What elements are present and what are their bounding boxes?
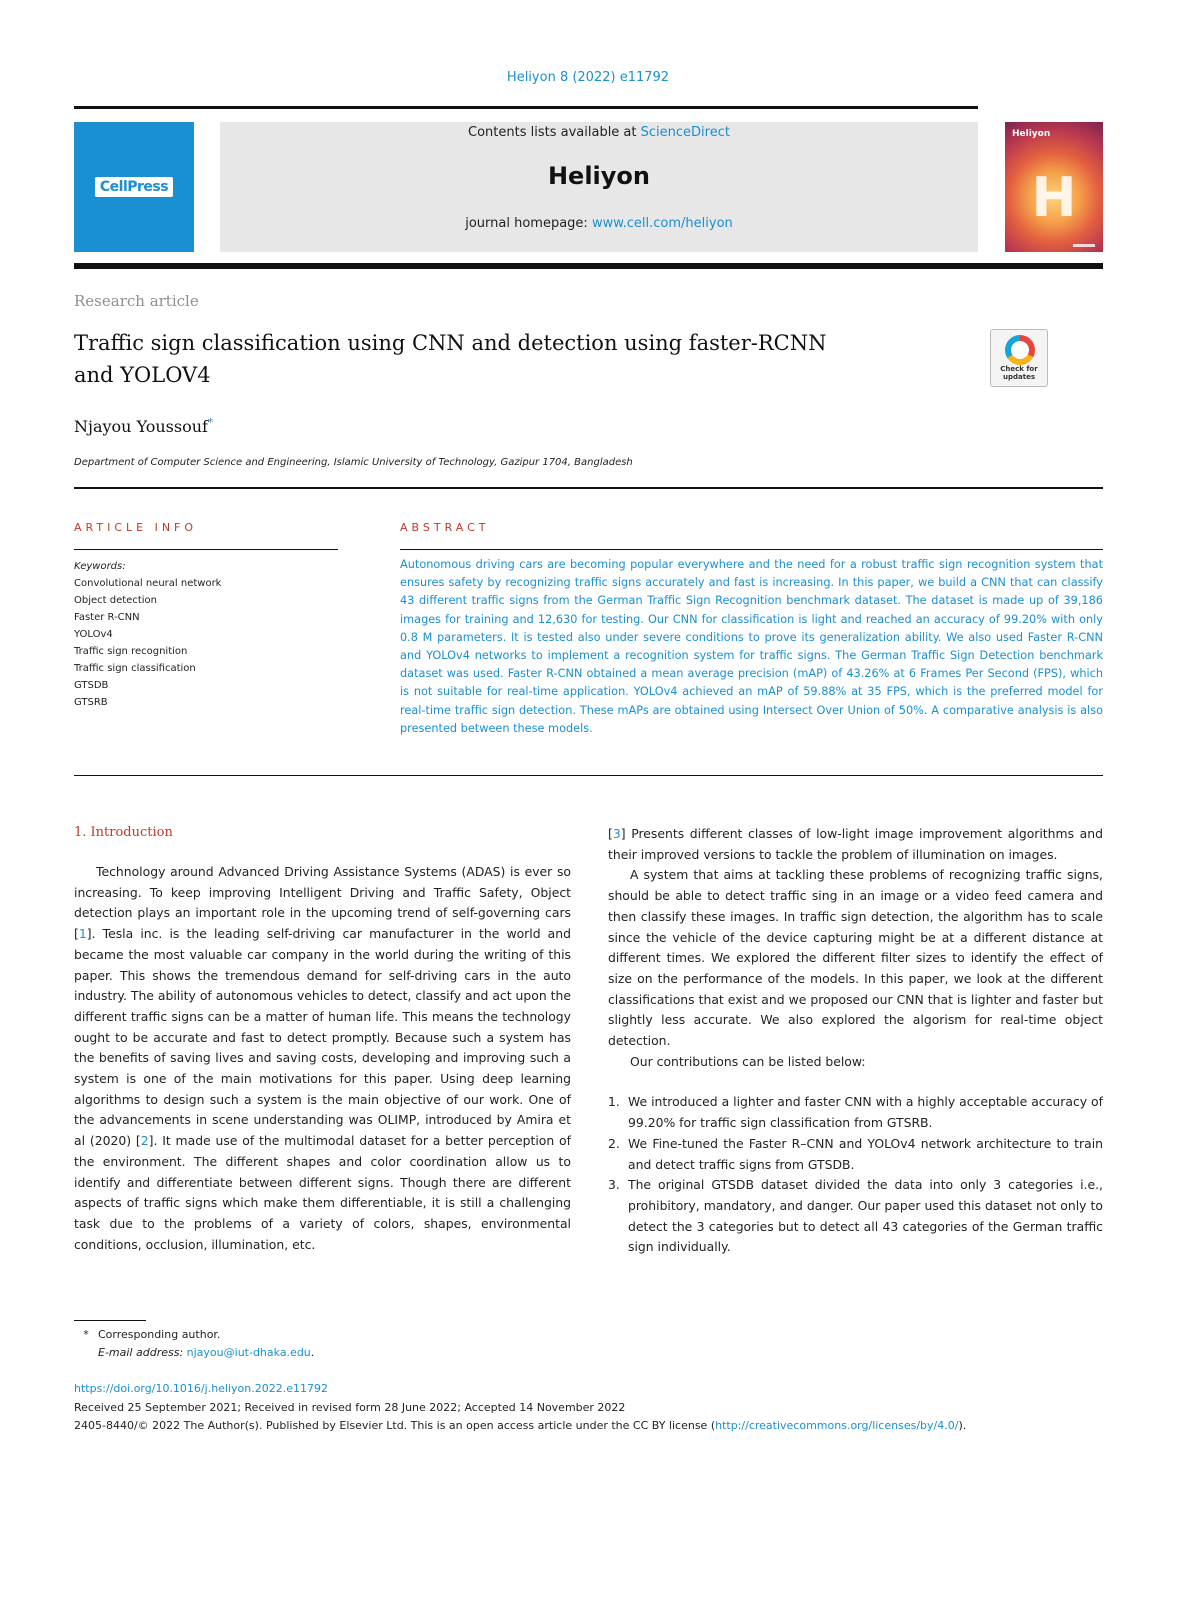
contribution-item	[608, 1134, 1103, 1175]
keyword-item: GTSDB	[74, 680, 109, 691]
keyword-item: Object detection	[74, 595, 157, 606]
author-name	[74, 417, 213, 436]
email-end: .	[310, 1346, 315, 1359]
article-title	[74, 327, 934, 391]
license-line	[74, 1417, 966, 1436]
contents-line	[220, 125, 978, 140]
check-for-updates-badge[interactable]	[990, 329, 1048, 387]
intro-text-3: ]. It made use of the multimodal dataset for a better perception of the environment. The different shapes and color coordination allow us to identify and differentiate between different signs. Though there are different aspects of traffic signs which make them differentiable, it is still a challenging task due to the problems of a variety of colors, shapes, environmental conditions, occlusion, illumination, etc.	[74, 1133, 571, 1252]
running-head[interactable]: Heliyon 8 (2022) e11792	[506, 70, 670, 85]
contribution-number: 3.	[608, 1177, 620, 1193]
title-line-1: Traffic sign classification using CNN and detection using faster-RCNN	[74, 331, 827, 355]
body-column-left	[74, 862, 571, 1255]
top-rule	[74, 106, 978, 109]
contribution-number: 2.	[608, 1135, 620, 1151]
footnote	[74, 1326, 314, 1362]
publication-info	[74, 1380, 966, 1436]
crossmark-icon-center	[1011, 341, 1029, 359]
keyword-item: YOLOv4	[74, 629, 113, 640]
article-info-rule	[74, 549, 338, 550]
corresponding-author-mark[interactable]: *	[207, 417, 213, 429]
contribution-text: We Fine-tuned the Faster R–CNN and YOLOv4 network architecture to train and detect traffic signs from GTSDB.	[628, 1135, 1103, 1172]
email-line	[74, 1344, 314, 1362]
introduction-heading: 1. Introduction	[74, 825, 173, 840]
license-text: 2405-8440/© 2022 The Author(s). Published by Elsevier Ltd. This is an open access article under the CC BY license (	[74, 1419, 716, 1432]
keyword-item: Traffic sign classification	[74, 663, 196, 674]
keyword-item: Traffic sign recognition	[74, 646, 188, 657]
keyword-item: GTSRB	[74, 697, 108, 708]
journal-masthead	[220, 122, 978, 252]
abstract-heading: ABSTRACT	[400, 521, 490, 534]
intro-paragraph	[74, 862, 571, 1255]
received-dates: Received 25 September 2021; Received in revised form 28 June 2022; Accepted 14 November 2022	[74, 1400, 626, 1414]
cellpress-logo: CellPress	[95, 177, 173, 197]
contribution-item	[608, 1092, 1103, 1133]
publisher-logo-box[interactable]	[74, 122, 194, 252]
footnote-rule	[74, 1320, 146, 1321]
cover-letter: H	[1031, 166, 1077, 229]
body-column-right	[608, 824, 1103, 1258]
masthead-rule	[74, 263, 1103, 269]
contribution-number: 1.	[608, 1094, 620, 1110]
footnote-mark: *	[83, 1328, 89, 1341]
footnote-text: Corresponding author.	[98, 1328, 221, 1341]
abstract-text: Autonomous driving cars are becoming popular everywhere and the need for a robust traffic sign recognition system that ensures safety by recognizing traffic signs accurately and fast is increasing. In this paper, we build a CNN that can classify 43 different traffic signs from the German Traffic Sign Recognition benchmark dataset. The dataset is made up of 39,186 images for training and 12,630 for testing. Our CNN for classification is light and reached an accuracy of 99.20% with only 0.8 M parameters. It is tested also under severe conditions to prove its generalization ability. We also used Faster R-CNN and YOLOv4 networks to implement a recognition system for traffic signs. The German Traffic Sign Detection benchmark dataset was used. Faster R-CNN obtained a mean average precision (mAP) of 43.26% at 6 Frames Per Second (FPS), which is not suitable for real-time application. YOLOv4 achieved an mAP of 59.88% at 35 FPS, which is the preferred model for real-time traffic sign detection. These mAPs are obtained using Intersect Over Union of 50%. A comparative analysis is also presented between these models.	[400, 558, 1103, 735]
abstract-rule	[400, 549, 1103, 550]
crossmark-label	[991, 365, 1047, 381]
cover-label: Heliyon	[1012, 129, 1051, 139]
keywords-label: Keywords:	[74, 561, 126, 572]
intro-text-2: ]. Tesla inc. is the leading self-driving car manufacturer in the world and became the most valuable car company in the world during the writing of this paper. This shows the tremendous demand for self-driving cars in the auto industry. The ability of autonomous vehicles to detect, classify and act upon the different traffic signs can be a matter of human life. This means the technology ought to be accurate and fast to detect promptly. Because such a system has the benefits of saving lives and saving costs, developing and improving such a system is one of the main motivations for this paper. Using deep learning algorithms to design such a system is the main objective of our work. One of the advancements in scene understanding was OLIMP, introduced by Amira et al (2020) [	[74, 926, 571, 1149]
journal-homepage-link[interactable]: www.cell.com/heliyon	[591, 216, 733, 231]
reference-link-2[interactable]: 2	[140, 1133, 149, 1149]
contribution-item	[608, 1175, 1103, 1258]
keywords-list	[74, 558, 221, 711]
spacer	[608, 1072, 1103, 1092]
intro-paragraph	[608, 824, 1103, 865]
keyword-item: Faster R-CNN	[74, 612, 140, 623]
keyword-item: Convolutional neural network	[74, 578, 222, 589]
sciencedirect-link[interactable]: ScienceDirect	[640, 125, 730, 140]
bracket-open: [	[608, 826, 613, 841]
contribution-text: The original GTSDB dataset divided the data into only 3 categories i.e., prohibitory, mandatory, and danger. Our paper used this dataset not only to detect the 3 categories but to detect all 43 categories of the German traffic sign individually.	[628, 1177, 1103, 1255]
email-link[interactable]: njayou@iut-dhaka.edu	[186, 1346, 311, 1359]
abstract-bottom-rule	[74, 775, 1103, 776]
crossmark-line-2: updates	[1003, 373, 1035, 381]
author-affiliation: Department of Computer Science and Engineering, Islamic University of Technology, Gazipur 1704, Bangladesh	[74, 457, 633, 468]
corresponding-author-note	[74, 1326, 314, 1344]
contributions-intro: Our contributions can be listed below:	[630, 1053, 866, 1069]
reference-link-1[interactable]: 1	[78, 926, 87, 942]
license-link[interactable]: http://creativecommons.org/licenses/by/4.0/	[715, 1419, 959, 1432]
crossmark-line-1: Check for	[1000, 365, 1038, 373]
article-type: Research article	[74, 292, 199, 310]
contents-prefix: Contents lists available at	[468, 125, 641, 140]
journal-cover-image[interactable]	[1005, 122, 1103, 252]
license-end: ).	[958, 1419, 967, 1432]
cover-publisher-mark	[1073, 244, 1095, 247]
email-label: E-mail address:	[98, 1346, 187, 1359]
doi-link[interactable]: https://doi.org/10.1016/j.heliyon.2022.e11792	[74, 1382, 328, 1395]
contribution-text: We introduced a lighter and faster CNN with a highly acceptable accuracy of 99.20% for traffic sign classification from GTSRB.	[628, 1094, 1103, 1131]
journal-name: Heliyon	[547, 162, 651, 190]
intro-text-4: ] Presents different classes of low-light image improvement algorithms and their improved versions to tackle the problem of illumination on images.	[608, 826, 1103, 862]
homepage-prefix: journal homepage:	[465, 216, 592, 231]
author-text: Njayou Youssouf	[74, 417, 208, 436]
reference-link-3[interactable]: 3	[612, 826, 621, 841]
intro-text-1: Technology around Advanced Driving Assistance Systems (ADAS) is ever so increasing. To keep improving Intelligent Driving and Traffic Safety, Object detection plays an important role in the upcoming trend of self-governing cars [	[74, 864, 571, 942]
homepage-line	[220, 216, 978, 231]
article-info-heading: ARTICLE INFO	[74, 521, 198, 534]
title-line-2: and YOLOV4	[74, 363, 211, 387]
header-bottom-rule	[74, 487, 1103, 489]
intro-paragraph: A system that aims at tackling these problems of recognizing traffic signs, should be able to detect traffic sing in an image or a video feed camera and then classify these images. In traffic sign detection, the algorithm has to scale since the vehicle of the device capturing might be at a different distance at different times. We explored the different filter sizes to identify the effect of size on the performance of the models. In this paper, we look at the different classifications that exist and we proposed our CNN that is lighter and faster but slightly less accurate. We also explored the algorism for real-time object detection.	[608, 867, 1103, 1049]
